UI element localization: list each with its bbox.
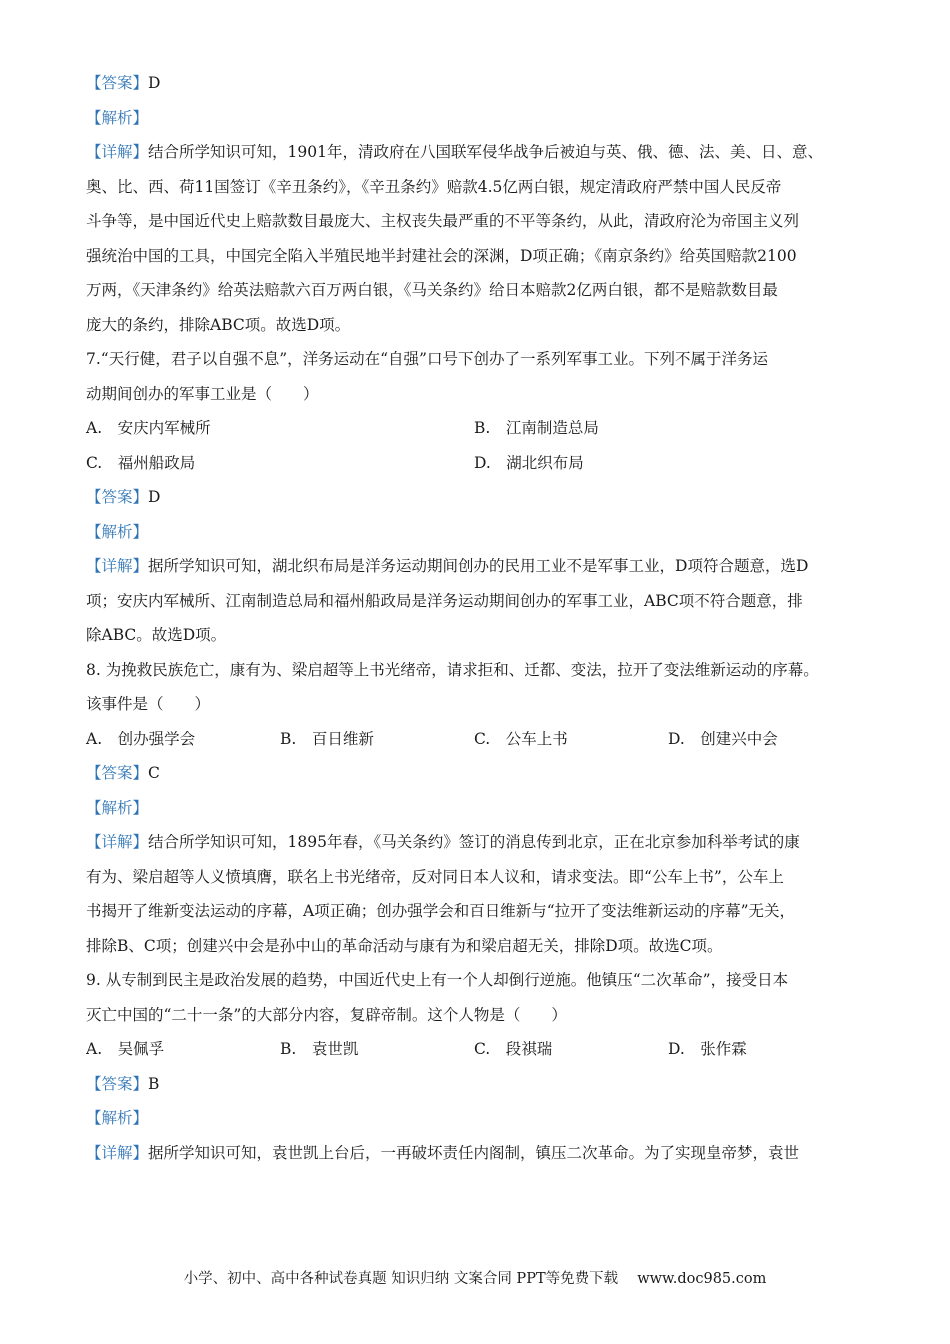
analysis-tag: 【解析】 <box>86 1109 149 1127</box>
detail-line: 斗争等，是中国近代史上赔款数目最庞大、主权丧失最严重的不平等条约，从此，清政府沦为帝国主义列 <box>86 212 800 230</box>
option-d: D. 张作霖 <box>668 1040 747 1058</box>
question-7-stem: 7.“天行健，君子以自强不息”，洋务运动在“自强”口号下创办了一系列军事工业。下列不属于洋务运 <box>86 350 768 368</box>
detail-tag: 【详解】 <box>86 833 149 851</box>
answer-tag: 【答案】 <box>86 488 149 506</box>
option-b: B. 袁世凯 <box>280 1040 359 1058</box>
option-d: D. 创建兴中会 <box>668 729 778 748</box>
page-footer: 小学、初中、高中各种试卷真题 知识归纳 文案合同 PPT等免费下载 www.doc985.com <box>183 1271 767 1287</box>
answer-tag: 【答案】 <box>86 764 149 782</box>
answer-line <box>86 480 876 515</box>
detail-line <box>86 1136 876 1171</box>
option-a: A. 吴佩孚 <box>86 1040 165 1058</box>
option-c: C. 公车上书 <box>474 729 568 748</box>
analysis-tag: 【解析】 <box>86 798 149 817</box>
detail-line: 强统治中国的工具，中国完全陷入半殖民地半封建社会的深渊，D项正确；《南京条约》给英国赔款2100 <box>86 246 797 265</box>
option-a: A. 安庆内军械所 <box>86 419 211 437</box>
option-d: D. 湖北织布局 <box>474 453 584 472</box>
answer-tag: 【答案】 <box>86 1074 149 1093</box>
option-a: A. 创办强学会 <box>86 729 196 748</box>
detail-line: 有为、梁启超等人义愤填膺，联名上书光绪帝，反对同日本人议和，请求变法。即“公车上书”，公车上 <box>86 867 784 886</box>
question-7-options <box>86 446 876 481</box>
question-9-stem: 灭亡中国的“二十一条”的大部分内容，复辟帝制。这个人物是（ ） <box>86 1005 567 1024</box>
analysis-line <box>86 101 876 136</box>
detail-line: 项；安庆内军械所、江南制造总局和福州船政局是洋务运动期间创办的军事工业，ABC项不符合题意，排 <box>86 591 803 610</box>
detail-text: 结合所学知识可知，1901年，清政府在八国联军侵华战争后被迫与英、俄、德、法、美、日、意、 <box>148 143 823 161</box>
detail-line: 除ABC。故选D项。 <box>86 626 227 644</box>
detail-line: 书揭开了维新变法运动的序幕，A项正确；创办强学会和百日维新与“拉开了变法维新运动的序幕”无关， <box>86 902 796 920</box>
question-7-stem: 动期间创办的军事工业是（ ） <box>86 384 319 403</box>
answer-value: D <box>148 74 161 92</box>
option-b: B. 江南制造总局 <box>474 419 599 437</box>
analysis-tag: 【解析】 <box>86 522 149 541</box>
detail-text: 结合所学知识可知，1895年春，《马关条约》签订的消息传到北京，正在北京参加科举考试的康 <box>148 833 800 851</box>
question-7-options <box>86 411 876 446</box>
question-8-stem: 该事件是（ ） <box>86 695 211 713</box>
detail-line <box>86 825 876 860</box>
answer-line <box>86 1067 876 1102</box>
detail-tag: 【详解】 <box>86 1143 149 1162</box>
option-b: B. 百日维新 <box>280 729 374 748</box>
detail-tag: 【详解】 <box>86 557 149 575</box>
detail-line <box>86 135 876 170</box>
analysis-line <box>86 515 876 550</box>
question-9-stem: 9. 从专制到民主是政治发展的趋势，中国近代史上有一个人却倒行逆施。他镇压“二次革命”，接受日本 <box>86 971 789 989</box>
answer-tag: 【答案】 <box>86 74 149 92</box>
option-c: C. 福州船政局 <box>86 453 196 472</box>
question-8-options <box>86 722 876 757</box>
answer-line <box>86 756 876 791</box>
detail-line: 排除B、C项；创建兴中会是孙中山的革命活动与康有为和梁启超无关，排除D项。故选C项。 <box>86 936 723 955</box>
detail-line: 奥、比、西、荷11国签订《辛丑条约》，《辛丑条约》赔款4.5亿两白银，规定清政府严禁中国人民反帝 <box>86 177 782 196</box>
option-c: C. 段祺瑞 <box>474 1040 553 1058</box>
detail-text: 据所学知识可知，袁世凯上台后，一再破坏责任内阁制，镇压二次革命。为了实现皇帝梦，袁世 <box>148 1143 800 1162</box>
answer-value: D <box>148 488 161 506</box>
document-page <box>86 66 876 1170</box>
analysis-line <box>86 791 876 826</box>
detail-line: 庞大的条约，排除ABC项。故选D项。 <box>86 315 351 334</box>
question-8-stem: 8. 为挽救民族危亡，康有为、梁启超等上书光绪帝，请求拒和、迁都、变法，拉开了变法维新运动的序幕。 <box>86 660 819 679</box>
detail-line: 万两，《天津条约》给英法赔款六百万两白银，《马关条约》给日本赔款2亿两白银，都不是赔款数目最 <box>86 281 778 299</box>
analysis-line <box>86 1101 876 1136</box>
detail-line <box>86 549 876 584</box>
analysis-tag: 【解析】 <box>86 108 149 127</box>
answer-value: B <box>148 1074 160 1093</box>
detail-text: 据所学知识可知，湖北织布局是洋务运动期间创办的民用工业不是军事工业，D项符合题意，选D <box>148 557 809 575</box>
detail-tag: 【详解】 <box>86 143 149 161</box>
answer-value: C <box>148 764 160 782</box>
question-9-options <box>86 1032 876 1067</box>
answer-line <box>86 66 876 101</box>
